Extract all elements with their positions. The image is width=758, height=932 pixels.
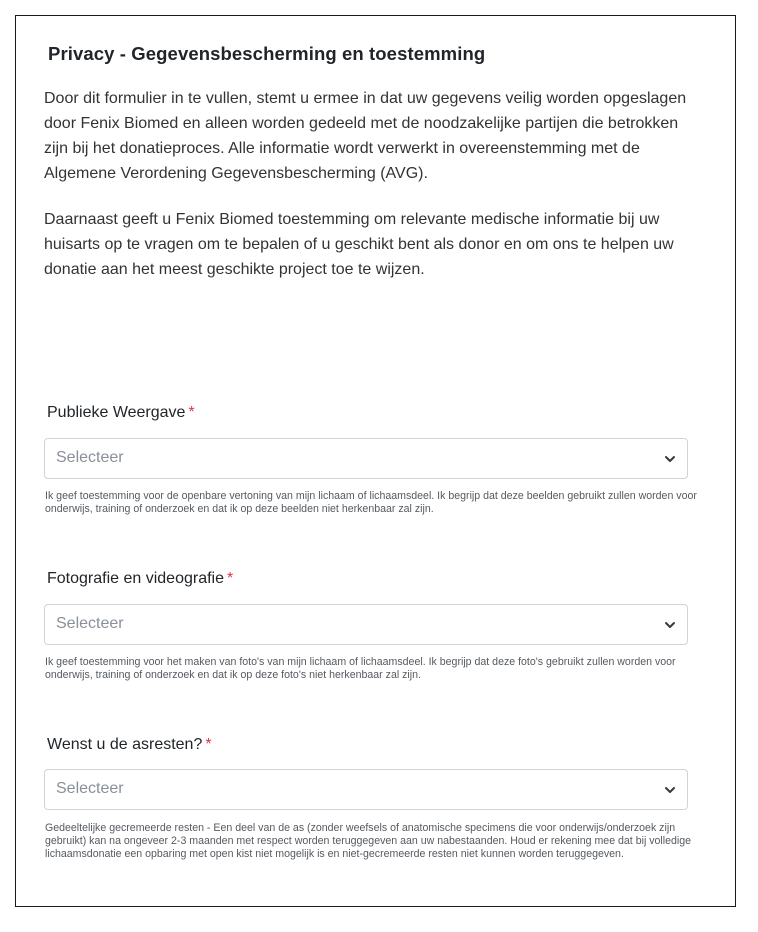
ashes-label xyxy=(47,736,212,754)
ashes-placeholder: Selecteer xyxy=(56,780,124,797)
privacy-form-panel xyxy=(15,15,736,907)
photo-video-select[interactable] xyxy=(44,604,688,645)
ashes-help: Gedeeltelijke gecremeerde resten - Een deel van de as (zonder weefsels of anatomische specimens die voor onderwijs/onderzoek zijn gebruikt) kan na ongeveer 2-3 maanden met respect worden teruggegeven aan uw nabestaanden. Houd er rekening mee dat bij volledige lichaamsdonatie een opbaring met open kist niet mogelijk is en niet-gecremeerde resten niet kunnen worden teruggegeven. xyxy=(45,822,692,860)
photo-video-label xyxy=(47,570,233,588)
required-marker: * xyxy=(227,570,234,587)
section-title: Privacy - Gegevensbescherming en toestemming xyxy=(48,43,486,64)
privacy-paragraph-2: Daarnaast geeft u Fenix Biomed toestemming om relevante medische informatie bij uw huisarts op te vragen om te bepalen of u geschikt bent als donor en om ons te helpen uw donatie aan het meest geschikte project toe te wijzen. xyxy=(44,211,674,278)
ashes-select[interactable] xyxy=(44,769,688,810)
public-display-select[interactable] xyxy=(44,438,688,479)
required-marker: * xyxy=(188,404,195,421)
chevron-down-icon xyxy=(663,783,677,797)
ashes-label-text: Wenst u de asresten? xyxy=(47,736,203,753)
public-display-label-text: Publieke Weergave xyxy=(47,404,186,421)
photo-video-placeholder: Selecteer xyxy=(56,615,124,632)
required-marker: * xyxy=(205,736,212,753)
public-display-help: Ik geef toestemming voor de openbare vertoning van mijn lichaam of lichaamsdeel. Ik begrijp dat deze beelden gebruikt zullen worden voor onderwijs, training of onderzoek en dat ik op deze beelden niet herkenbaar zal zijn. xyxy=(45,490,697,515)
public-display-placeholder: Selecteer xyxy=(56,449,124,466)
public-display-label xyxy=(47,404,195,422)
privacy-paragraph-1: Door dit formulier in te vullen, stemt u ermee in dat uw gegevens veilig worden opgeslagen door Fenix Biomed en alleen worden gedeeld met de noodzakelijke partijen die betrokken zijn bij het donatieproces. Alle informatie wordt verwerkt in overeenstemming met de Algemene Verordening Gegevensbescherming (AVG). xyxy=(44,90,687,182)
chevron-down-icon xyxy=(663,618,677,632)
photo-video-label-text: Fotografie en videografie xyxy=(47,570,224,587)
chevron-down-icon xyxy=(663,452,677,466)
photo-video-help: Ik geef toestemming voor het maken van foto's van mijn lichaam of lichaamsdeel. Ik begrijp dat deze foto's gebruikt zullen worden voor onderwijs, training of onderzoek en dat ik op deze foto's niet herkenbaar zal zijn. xyxy=(45,656,676,681)
